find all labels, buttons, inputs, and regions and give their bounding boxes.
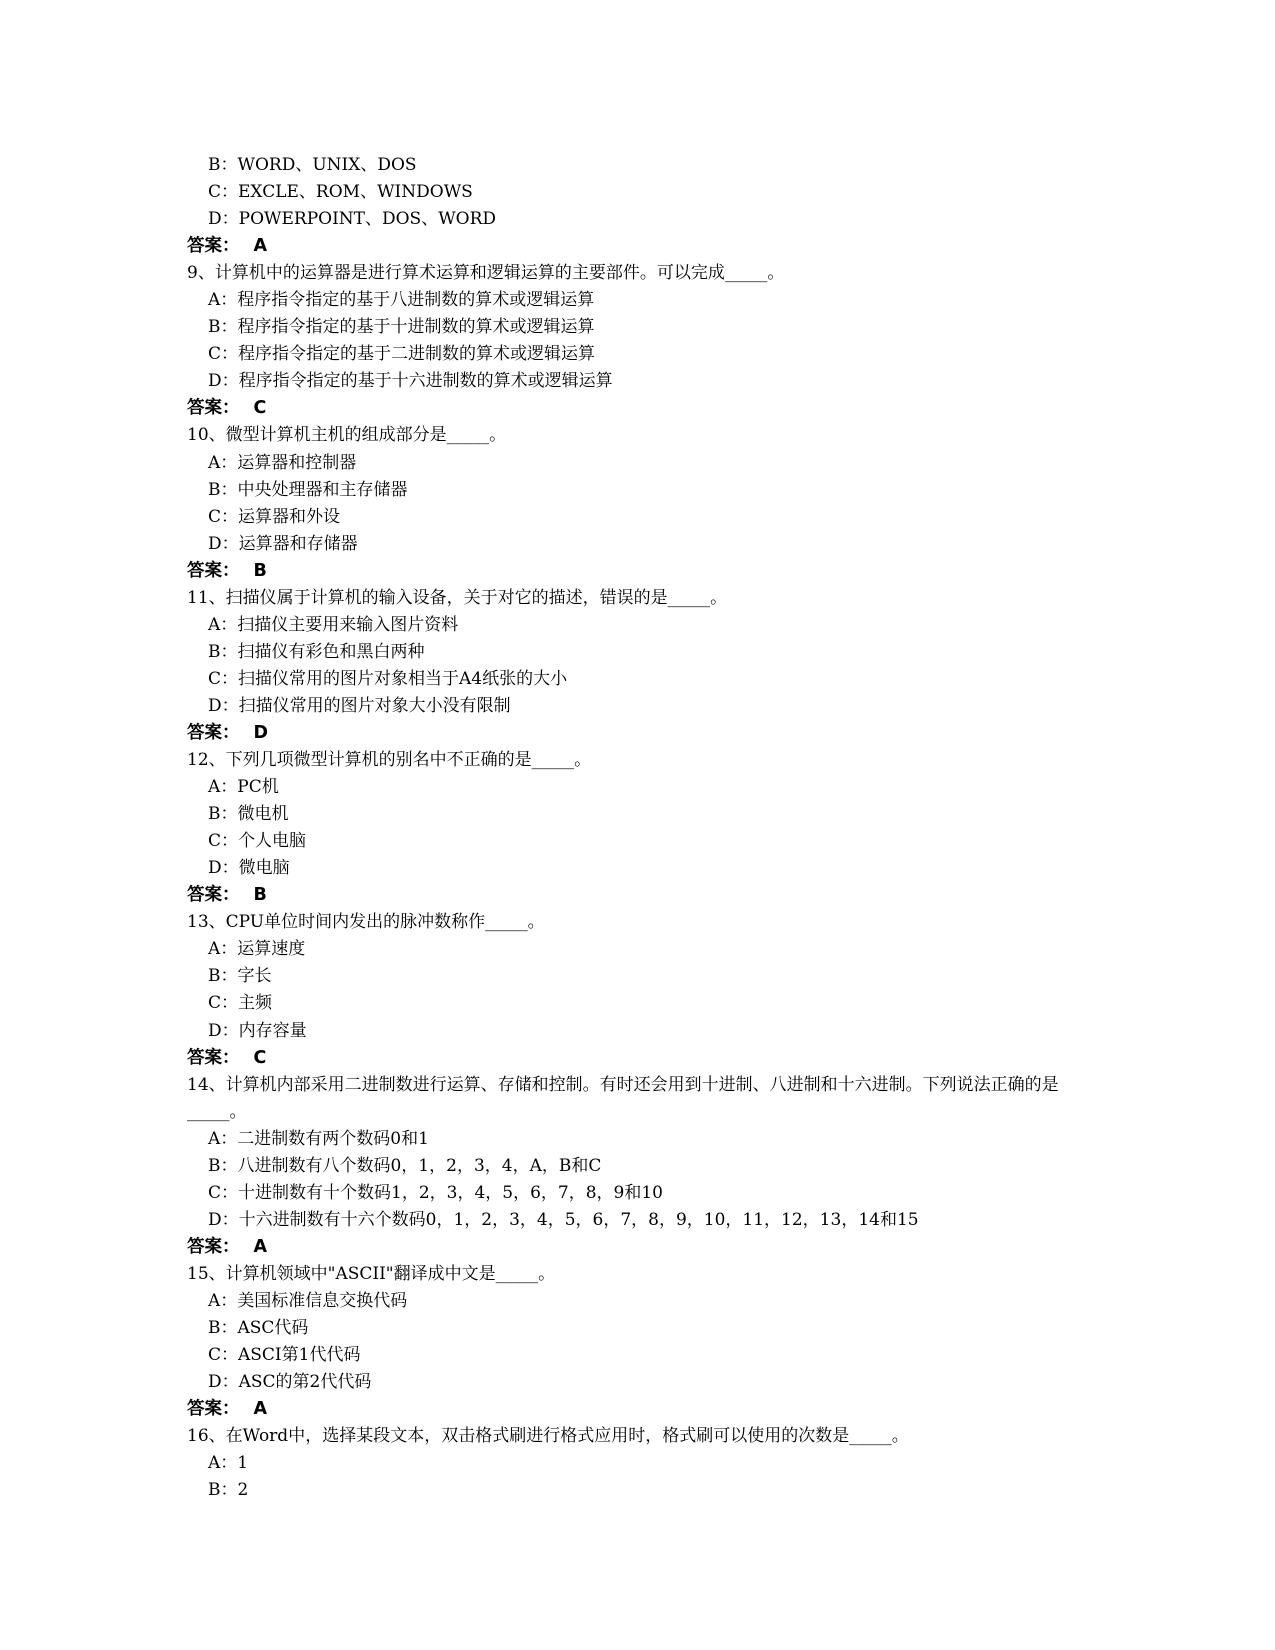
option-line: C：扫描仪常用的图片对象相当于A4纸张的大小 [208,668,568,689]
answer-label: 答案： [187,398,240,419]
question-stem: 15、计算机领域中"ASCII"翻译成中文是_____。 [187,1263,556,1284]
option-line: B：程序指令指定的基于十进制数的算术或逻辑运算 [208,317,595,338]
option-line: A：运算器和控制器 [208,452,357,473]
answer-line [187,233,1087,260]
option-line: C：十进制数有十个数码1，2，3，4，5，6，7，8，9和10 [208,1182,663,1203]
option-line: A：美国标准信息交换代码 [208,1290,408,1311]
option-line: D：运算器和存储器 [208,533,358,554]
option-line: D：POWERPOINT、DOS、WORD [208,209,497,230]
answer-label: 答案： [187,885,240,906]
question-stem: 13、CPU单位时间内发出的脉冲数称作_____。 [187,912,545,933]
question-block [187,1072,1087,1261]
question-stem: 14、计算机内部采用二进制数进行运算、存储和控制。有时还会用到十进制、八进制和十六进制。下列说法正确的是_____。 [187,1074,1059,1122]
answer-line [187,1234,1087,1261]
answer-label: 答案： [187,1236,240,1257]
answer-value: D [253,722,269,743]
option-line: D：扫描仪常用的图片对象大小没有限制 [208,695,511,716]
answer-value: A [253,1399,268,1420]
option-line: C：程序指令指定的基于二进制数的算术或逻辑运算 [208,344,596,365]
option-line: C：ASCI第1代代码 [208,1344,361,1365]
answer-line [187,882,1087,909]
question-stem: 12、下列几项微型计算机的别名中不正确的是_____。 [187,750,592,771]
option-line: B：WORD、UNIX、DOS [208,155,417,175]
option-line: A：扫描仪主要用来输入图片资料 [208,614,459,635]
answer-label: 答案： [187,1047,240,1068]
answer-label: 答案： [187,560,240,581]
answer-value: C [253,1047,267,1068]
option-line: A：程序指令指定的基于八进制数的算术或逻辑运算 [208,290,595,311]
question-stem: 9、计算机中的运算器是进行算术运算和逻辑运算的主要部件。可以完成_____。 [187,263,785,284]
option-line: B：2 [208,1480,249,1501]
question-block [187,909,1087,1071]
question-block [187,1261,1087,1423]
option-line: A：PC机 [208,777,279,798]
document-page [187,152,1087,1504]
option-line: A：运算速度 [208,939,306,960]
option-line: A：1 [208,1453,249,1474]
option-line: C：主频 [208,993,273,1014]
answer-line [187,1396,1087,1423]
question-block [187,747,1087,909]
option-line: B：ASC代码 [208,1317,309,1338]
question-block [187,422,1087,584]
option-line: B：中央处理器和主存储器 [208,479,408,500]
question-stem: 11、扫描仪属于计算机的输入设备，关于对它的描述，错误的是_____。 [187,587,728,608]
question-stem: 16、在Word中，选择某段文本，双击格式刷进行格式应用时，格式刷可以使用的次数是_____。 [187,1426,909,1447]
option-line: D：微电脑 [208,858,290,879]
trailing-question [187,1423,1087,1504]
option-line: C：个人电脑 [208,831,307,852]
answer-value: C [253,398,267,419]
question-block [187,585,1087,747]
answer-value: A [253,1236,268,1257]
question-stem: 10、微型计算机主机的组成部分是_____。 [187,425,507,446]
option-line: D：内存容量 [208,1020,307,1041]
answer-line [187,720,1087,747]
answer-line [187,395,1087,422]
answer-value: A [253,236,268,257]
answer-line [187,1045,1087,1072]
option-line: B：扫描仪有彩色和黑白两种 [208,641,425,662]
answer-line [187,558,1087,585]
option-line: B：字长 [208,966,272,987]
lead-options [187,152,1087,260]
option-line: B：八进制数有八个数码0，1，2，3，4，A，B和C [208,1155,602,1176]
answer-label: 答案： [187,1399,240,1420]
option-line: C：EXCLE、ROM、WINDOWS [208,182,473,203]
answer-label: 答案： [187,722,240,743]
option-line: D：十六进制数有十六个数码0，1，2，3，4，5，6，7，8，9，10，11，12，13，14和15 [208,1209,919,1230]
option-line: D：ASC的第2代代码 [208,1372,372,1393]
question-list [187,260,1087,1423]
option-line: B：微电机 [208,804,289,825]
answer-value: B [253,560,267,581]
option-line: A：二进制数有两个数码0和1 [208,1128,429,1149]
option-line: C：运算器和外设 [208,506,341,527]
option-line: D：程序指令指定的基于十六进制数的算术或逻辑运算 [208,371,613,392]
answer-value: B [253,885,267,906]
question-block [187,260,1087,422]
answer-label: 答案： [187,236,240,257]
